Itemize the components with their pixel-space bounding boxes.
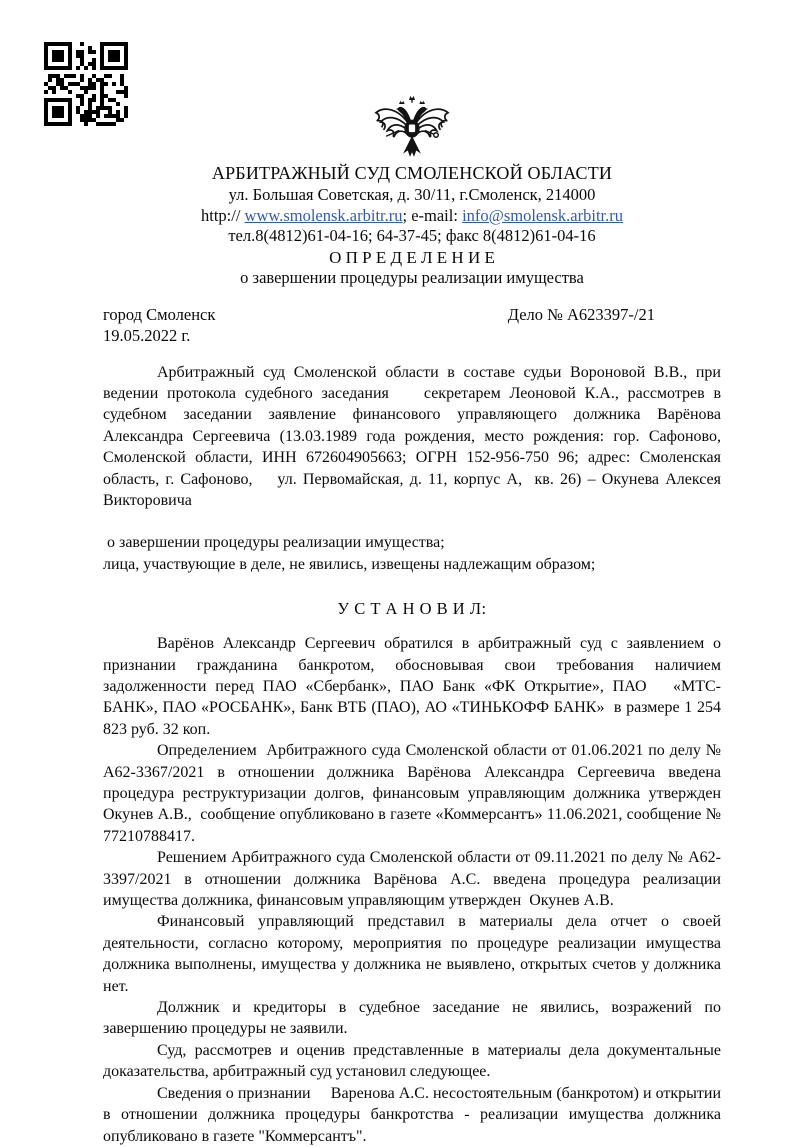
ustanovil-heading: У С Т А Н О В И Л: xyxy=(337,599,487,619)
document-subtitle: о завершении процедуры реализации имущества xyxy=(240,268,584,287)
body-paragraph: Сведения о признании Варенова А.С. несостоятельным (банкротом) и открытии в отношении должника процедуры банкротства - реализации имущества должника опубликовано в газете "Коммерсантъ". xyxy=(103,1084,725,1145)
court-email-link[interactable]: info@smolensk.arbitr.ru xyxy=(462,205,623,225)
case-date: 19.05.2022 г. xyxy=(103,325,191,345)
web-prefix: http:// xyxy=(200,205,245,225)
intro-notice-line: лица, участвующие в деле, не явились, извещены надлежащим образом; xyxy=(103,555,596,573)
case-info-row xyxy=(103,304,721,346)
body-paragraph: Определением Арбитражного суда Смоленской области от 01.06.2021 по делу № А62-3367/2021 в отношении должника Варёнова Александра Сергеевича введена процедура реструктуризации долгов, финансовым управляющим должника утвержден Окунев А.В., сообщение опубликовано в газете «Коммерсантъ» 11.06.2021, сообщение № 77210788417. xyxy=(103,742,725,845)
court-contacts-web xyxy=(103,206,721,227)
court-phone-line: тел.8(4812)61-04-16; 64-37-45; факс 8(4812)61-04-16 xyxy=(228,226,596,245)
document-type-title: О П Р Е Д Е Л Е Н И Е xyxy=(329,247,495,267)
body-paragraph: Решением Арбитражного суда Смоленской области от 09.11.2021 по делу № А62-3397/2021 в отношении должника Варёнова А.С. введена процедура реализации имущества должника, финансовым управляющим утвержден Окунев А.В. xyxy=(103,849,725,910)
email-label: ; e-mail: xyxy=(402,205,463,225)
case-number: Дело № А623397-/21 xyxy=(507,304,655,324)
intro-paragraph: Арбитражный суд Смоленской области в составе судьи Вороновой В.В., при ведении протокола судебного заседания секретарем Леоновой К.А., рассмотрев в судебном заседании заявление финансового управляющего должника Варёнова Александра Сергеевича (13.03.1989 года рождения, место рождения: гор. Сафоново, Смоленской области, ИНН 672604905663; ОГРН 152-956-750 96; адрес: Смоленская область, г. Сафоново, ул. Первомайская, д. 11, корпус А, кв. 26) – Окунева Алексея Викторовича xyxy=(103,363,725,509)
body-paragraph: Должник и кредиторы в судебное заседание не явились, возражений по завершению процедуры не заявили. xyxy=(103,999,725,1038)
case-place-date xyxy=(103,304,215,346)
coat-of-arms-eagle-icon xyxy=(372,94,452,160)
court-address: ул. Большая Советская, д. 30/11, г.Смоленск, 214000 xyxy=(228,185,596,204)
intro-subject-line: о завершении процедуры реализации имущества; xyxy=(103,534,445,552)
document-header xyxy=(103,0,721,289)
court-name: АРБИТРАЖНЫЙ СУД СМОЛЕНСКОЙ ОБЛАСТИ xyxy=(211,163,613,183)
document-content xyxy=(103,0,725,1147)
case-city: город Смоленск xyxy=(103,304,216,324)
body-paragraph: Суд, рассмотрев и оценив представленные в материалы дела документальные доказательства, арбитражный суд установил следующее. xyxy=(103,1041,725,1081)
body-paragraph: Варёнов Александр Сергеевич обратился в арбитражный суд с заявлением о признании гражданина банкротом, обосновывая свои требования наличием задолженности перед ПАО «Сбербанк», ПАО Банк «ФК Открытие», ПАО «МТС-БАНК», ПАО «РОСБАНК», Банк ВТБ (ПАО), АО «ТИНЬКОФФ БАНК» в размере 1 254 823 руб. 32 коп. xyxy=(103,635,725,738)
court-website-link[interactable]: www.smolensk.arbitr.ru xyxy=(244,205,403,225)
body-paragraph: Финансовый управляющий представил в материалы дела отчет о своей деятельности, согласно которому, мероприятия по процедуре реализации имущества должника выполнены, имущества у должника не выявлено, открытых счетов у должника нет. xyxy=(103,913,725,995)
